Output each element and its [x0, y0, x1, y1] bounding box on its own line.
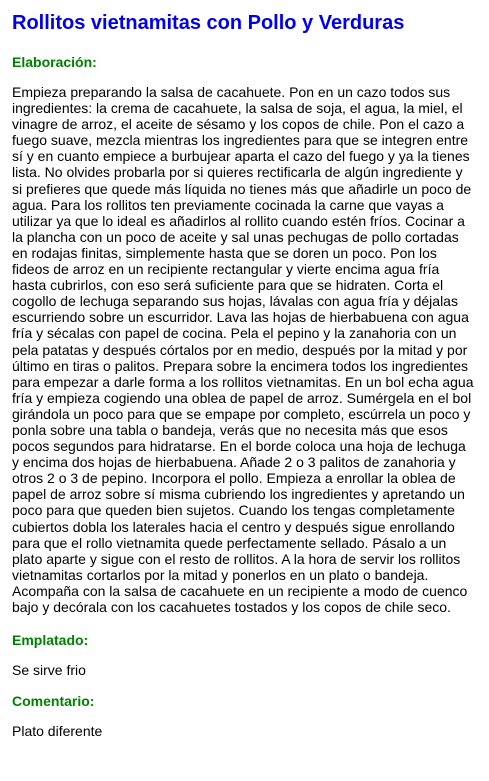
emplatado-heading: Emplatado: — [12, 632, 89, 649]
comentario-heading: Comentario: — [12, 693, 95, 710]
elaboracion-heading: Elaboración: — [12, 54, 97, 70]
recipe-title: Rollitos vietnamitas con Pollo y Verduras — [12, 12, 405, 34]
emplatado-text: Se sirve frio — [12, 662, 86, 679]
comentario-text: Plato diferente — [12, 723, 103, 740]
elaboracion-text: Empieza preparando la salsa de cacahuete. Pon en un cazo todos sus ingredientes: la crema de cacahuete, la salsa de soja, el agua, la miel, el vinagre de arroz, el aceite de sésamo y los copos de chile. Pon el cazo a fuego suave, mezcla mientras los ingredientes para que se integren entre sí y en cuanto empiece a burbujear aparta el cazo del fuego y ya la tienes lista. No olvides probarla por si quieres rectificarla de algún ingrediente y si prefieres que quede más líquida no tienes más que añadirle un poco de agua. Para los rollitos ten previamente cocinada la carne que vayas a utilizar ya que lo ideal es añadirlos al rollito cuando estén fríos. Cocinar a la plancha con un poco de aceite y sal unas pechugas de pollo cortadas en rodajas finitas, simplemente hasta que se doren un poco. Pon los fideos de arroz en un recipiente rectangular y vierte encima agua fría hasta cubrirlos, con eso será suficiente para que se hidraten. Corta el cogollo de lechuga separando sus hojas, lávalas con agua fría y déjalas escurriendo sobre un escurridor. Lava las hojas de hierbabuena con agua fría y sécalas con papel de cocina. Pela el pepino y la zanahoria con un pela patatas y después córtalos por en medio, después por la mitad y por último en tiras o palitos. Prepara sobre la encimera todos los ingredientes para empezar a darle forma a los rollitos vietnamitas. En un bol echa agua fría y empieza cogiendo una oblea de papel de arroz. Sumérgela en el bol girándola un poco para que se empape por completo, escúrrela un poco y ponla sobre una tabla o bandeja, verás que no necesita más que esos pocos segundos para hidratarse. En el borde coloca una hoja de lechuga y encima dos hojas de hierbabuena. Añade 2 o 3 palitos de zanahoria y otros 2 o 3 de pepino. Incorpora el pollo. Empieza a enrollar la oblea de papel de arroz sobre sí misma cubriendo los ingredientes y apretando un poco para que queden bien sujetos. Cuando los tengas completamente cubiertos dobla los laterales hacia el centro y después sigue enrollando para que el rollo vietnamita quede perfectamente sellado. Pásalo a un plato aparte y sigue con el resto de rollitos. A la hora de servir los rollitos vietnamitas cortarlos por la mitad y ponerlos en un plato o bandeja. Acompaña con la salsa de cacahuete en un recipiente a modo de cuenco bajo y decórala con los cacahuetes tostados y los copos de chile seco. — [12, 84, 474, 615]
